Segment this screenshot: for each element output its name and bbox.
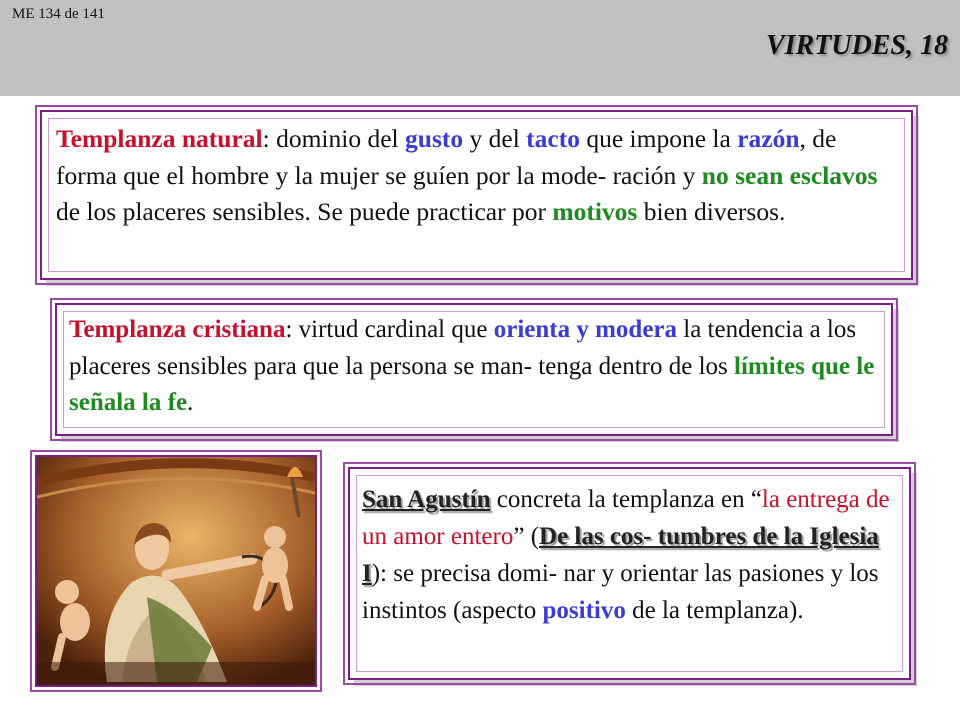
definition-box-cristiana: [55, 303, 893, 436]
keyword-razon: razón: [737, 124, 800, 153]
text-segment: y del: [463, 124, 527, 153]
slide-counter: ME 134 de 141: [12, 6, 105, 22]
definition-text-natural: [42, 112, 911, 231]
definition-text-cristiana: [57, 305, 891, 422]
slide-title: VIRTUDES, 18: [765, 30, 948, 61]
quote-text-san-agustin: [350, 469, 909, 629]
keyword-orienta-modera: orienta y modera: [493, 316, 678, 343]
author-san-agustin: San Agustín: [362, 486, 491, 513]
text-segment: de los placeres sensibles. Se puede practicar por: [56, 197, 553, 226]
term-templanza-cristiana: Templanza cristiana: [69, 316, 286, 343]
quote-box-san-agustin: [348, 467, 911, 680]
text-segment: de la templanza).: [625, 597, 804, 624]
quote-amor-entero: la entrega de un amor entero: [362, 486, 890, 550]
term-templanza-natural: Templanza natural: [56, 124, 263, 153]
text-segment: : virtud cardinal que: [285, 316, 494, 343]
text-segment: ): se precisa domi- nar y orientar las pasiones y los instintos (aspecto: [362, 560, 879, 624]
keyword-gusto: gusto: [405, 124, 464, 153]
definition-box-natural: [40, 110, 913, 280]
keyword-motivos: motivos: [552, 197, 638, 226]
keyword-positivo: positivo: [542, 597, 626, 624]
keyword-limites-fe: límites que le señala la fe: [69, 352, 875, 416]
slide-header: [0, 0, 960, 96]
text-segment: bien diversos.: [637, 197, 786, 226]
text-segment: ” (: [513, 523, 540, 550]
text-segment: la tendencia a los placeres sensibles para que la persona se man- tenga dentro de los: [69, 316, 857, 380]
text-segment: que impone la: [579, 124, 738, 153]
text-segment: .: [187, 389, 194, 416]
keyword-tacto: tacto: [526, 124, 580, 153]
painting-temperance-fresco-icon: [37, 457, 315, 685]
painting-temperance-image: [35, 455, 317, 687]
text-segment: , de forma que el hombre y la mujer se guíen por la mode- ración y: [56, 124, 837, 190]
keyword-no-sean-esclavos: no sean esclavos: [701, 160, 878, 190]
source-de-las-costumbres: De las cos- tumbres de la Iglesia I: [362, 523, 879, 587]
text-segment: concreta la templanza en “: [490, 486, 762, 513]
text-segment: : dominio del: [262, 124, 406, 153]
